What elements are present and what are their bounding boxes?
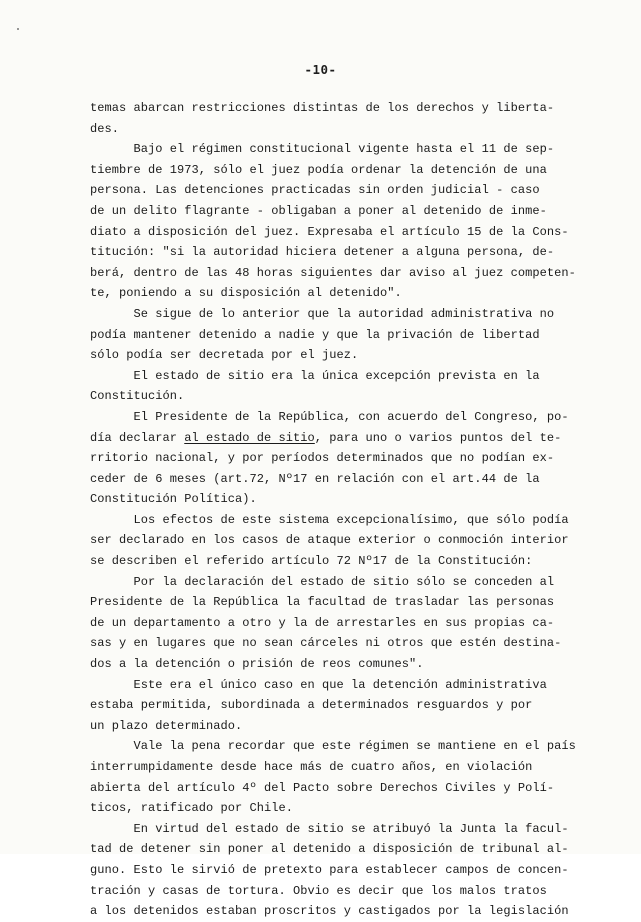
text-line: Constitución Política).: [90, 492, 257, 507]
text-line: El Presidente de la República, con acuerdo del Congreso, po-: [90, 409, 569, 424]
text-line: Este era el único caso en que la detención administrativa: [90, 677, 547, 692]
text-line: de un departamento a otro y la de arrestarles en sus propias ca-: [90, 615, 555, 630]
text-line: En virtud del estado de sitio se atribuyó la Junta la facul-: [90, 821, 569, 836]
text-line: persona. Las detenciones practicadas sin orden judicial - caso: [90, 183, 540, 198]
text-line: se describen el referido artículo 72 Nº17 de la Constitución:: [90, 554, 533, 569]
text-line: diato a disposición del juez. Expresaba el artículo 15 de la Cons-: [90, 224, 569, 239]
text-line: rritorio nacional, y por períodos determinados que no podían ex-: [90, 451, 555, 466]
text-line-with-underline: [90, 428, 590, 449]
text-line: Vale la pena recordar que este régimen se mantiene en el país: [90, 739, 576, 754]
text-line: temas abarcan restricciones distintas de los derechos y liberta-: [90, 101, 555, 115]
page-number: -10-: [304, 62, 337, 77]
text-line: titución: "si la autoridad hiciera detener a alguna persona, de-: [90, 245, 555, 260]
text-line: ceder de 6 meses (art.72, Nº17 en relación con el art.44 de la: [90, 471, 540, 486]
text-line: Por la declaración del estado de sitio sólo se conceden al: [90, 574, 555, 589]
text-line: estaba permitida, subordinada a determinados resguardos y por: [90, 698, 533, 713]
text-line: tiembre de 1973, sólo el juez podía ordenar la detención de una: [90, 162, 547, 177]
text-line: des.: [90, 121, 120, 136]
text-line: sas y en lugares que no sean cárceles ni otros que estén destina-: [90, 636, 562, 651]
text-line: Presidente de la República la facultad de trasladar las personas: [90, 595, 555, 610]
text-segment: , para uno o varios puntos del te-: [314, 430, 562, 445]
text-line: sólo podía ser decretada por el juez.: [90, 348, 359, 363]
text-line: tad de detener sin poner al detenido a disposición de tribunal al-: [90, 842, 569, 857]
text-line: interrumpidamente desde hace más de cuatro años, en violación: [90, 760, 533, 774]
text-line: de un delito flagrante - obligaban a poner al detenido de inme-: [90, 203, 547, 218]
text-line: un plazo determinado.: [90, 718, 243, 733]
body-text: [90, 98, 590, 922]
text-line: podía mantener detenido a nadie y que la privación de libertad: [90, 327, 540, 342]
text-segment: día declarar: [90, 430, 185, 445]
text-line: dos a la detención o prisión de reos comunes".: [90, 657, 424, 672]
text-line: Bajo el régimen constitucional vigente hasta el 11 de sep-: [90, 142, 555, 157]
text-line: tración y casas de tortura. Obvio es decir que los malos tratos: [90, 883, 547, 898]
text-line: guno. Esto le sirvió de pretexto para establecer campos de concen-: [90, 862, 569, 877]
text-line: El estado de sitio era la única excepción prevista en la: [90, 368, 540, 383]
text-line: Constitución.: [90, 389, 185, 404]
text-line: berá, dentro de las 48 horas siguientes dar aviso al juez competen-: [90, 265, 576, 280]
text-line: Se sigue de lo anterior que la autoridad administrativa no: [90, 306, 555, 321]
text-line: Los efectos de este sistema excepcionalísimo, que sólo podía: [90, 512, 569, 527]
paper-speck: [17, 28, 19, 30]
text-line: ser declarado en los casos de ataque exterior o conmoción interior: [90, 533, 569, 548]
underlined-phrase: al estado de sitio: [184, 430, 315, 445]
text-line: ticos, ratificado por Chile.: [90, 801, 294, 816]
text-line: te, poniendo a su disposición al detenido".: [90, 286, 402, 301]
text-line: abierta del artículo 4º del Pacto sobre Derechos Civiles y Polí-: [90, 780, 555, 795]
text-line: a los detenidos estaban proscritos y castigados por la legislación: [90, 904, 569, 919]
